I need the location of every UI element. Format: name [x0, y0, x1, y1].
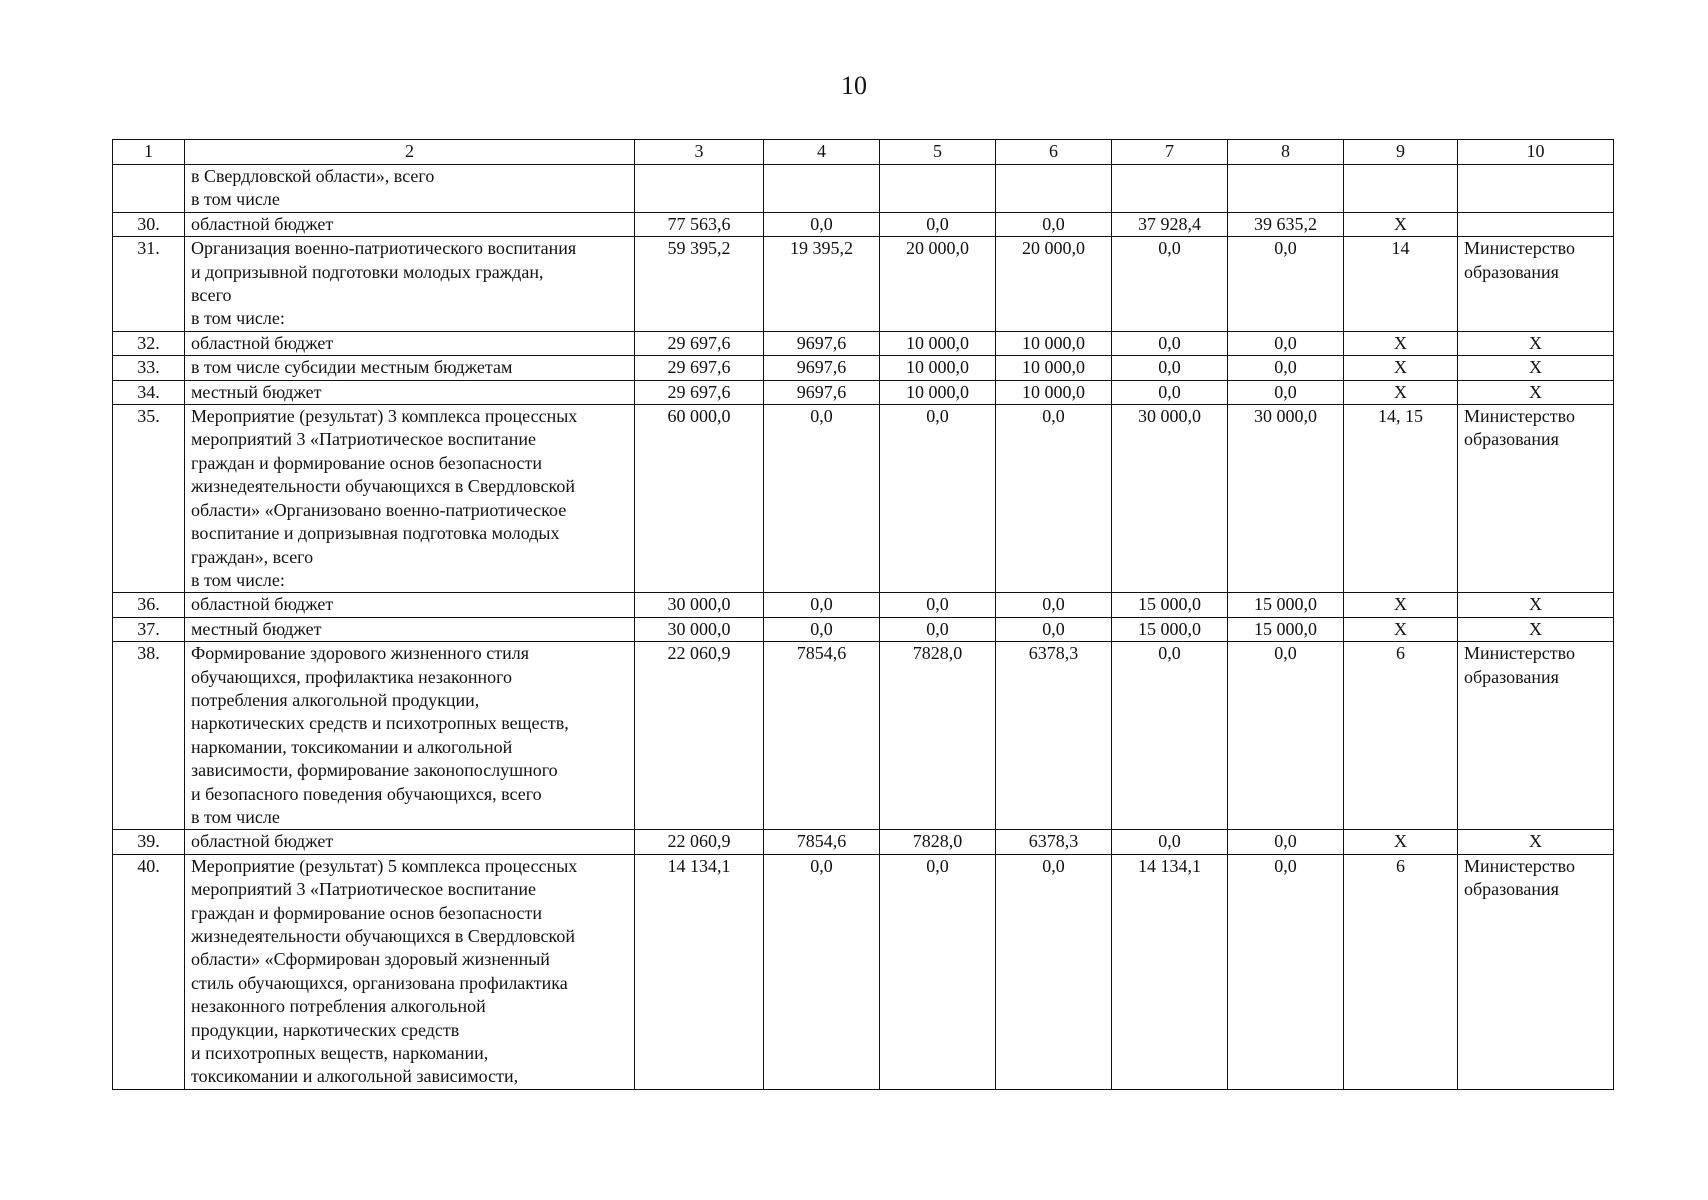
responsible-executor-cell [1458, 617, 1614, 641]
table-row [113, 212, 1614, 236]
value-cell: 37 928,4 [1112, 212, 1228, 236]
cell-line: наркомании, токсикомании и алкогольной [191, 736, 513, 757]
cell-line: Х [1529, 831, 1542, 852]
value-cell: 6378,3 [996, 642, 1112, 830]
column-header: 8 [1228, 140, 1344, 165]
column-header: 7 [1112, 140, 1228, 165]
value-cell: 77 563,6 [635, 212, 764, 236]
row-description [185, 165, 635, 213]
table-row [113, 165, 1614, 213]
value-cell: 0,0 [880, 405, 996, 593]
cell-line: образования [1464, 261, 1559, 282]
responsible-executor-cell [1458, 165, 1614, 213]
value-cell [635, 165, 764, 213]
row-number: 33. [113, 356, 185, 380]
cell-line: в том числе [191, 806, 280, 827]
cell-line: незаконного потребления алкогольной [191, 996, 486, 1017]
value-cell: 0,0 [1228, 331, 1344, 355]
value-cell: 0,0 [880, 854, 996, 1089]
row-number: 34. [113, 380, 185, 404]
table-row [113, 617, 1614, 641]
cell-line: Министерство [1464, 238, 1575, 259]
value-cell: 22 060,9 [635, 830, 764, 854]
value-cell: 30 000,0 [635, 617, 764, 641]
value-cell: 0,0 [996, 212, 1112, 236]
row-number: 37. [113, 617, 185, 641]
value-cell: 10 000,0 [996, 331, 1112, 355]
value-cell: 20 000,0 [880, 237, 996, 332]
value-cell: 0,0 [1228, 356, 1344, 380]
value-cell: 0,0 [1112, 830, 1228, 854]
row-number [113, 165, 185, 213]
cell-line: области» «Сформирован здоровый жизненный [191, 949, 550, 970]
value-cell: 10 000,0 [880, 356, 996, 380]
target-indicator-cell: Х [1344, 331, 1458, 355]
table-row [113, 405, 1614, 593]
table-body [113, 165, 1614, 1090]
cell-line: образования [1464, 429, 1559, 450]
cell-line: наркотических средств и психотропных веществ, [191, 713, 569, 734]
row-description [185, 356, 635, 380]
value-cell [996, 165, 1112, 213]
cell-line: граждан и формирование основ безопасности [191, 452, 543, 473]
value-cell [880, 165, 996, 213]
value-cell: 0,0 [1112, 237, 1228, 332]
cell-line: в том числе [191, 189, 280, 210]
value-cell: 30 000,0 [1228, 405, 1344, 593]
cell-line: местный бюджет [191, 618, 322, 639]
target-indicator-cell: Х [1344, 212, 1458, 236]
responsible-executor-cell [1458, 356, 1614, 380]
cell-line: мероприятий 3 «Патриотическое воспитание [191, 879, 536, 900]
column-header: 9 [1344, 140, 1458, 165]
value-cell: 29 697,6 [635, 356, 764, 380]
responsible-executor-cell [1458, 380, 1614, 404]
row-description [185, 617, 635, 641]
cell-line: и безопасного поведения обучающихся, всего [191, 783, 542, 804]
column-header: 6 [996, 140, 1112, 165]
row-number: 39. [113, 830, 185, 854]
value-cell: 14 134,1 [635, 854, 764, 1089]
value-cell: 15 000,0 [1228, 617, 1344, 641]
target-indicator-cell: 6 [1344, 854, 1458, 1089]
row-description [185, 331, 635, 355]
value-cell: 0,0 [1112, 380, 1228, 404]
cell-line: и допризывной подготовки молодых граждан, [191, 261, 544, 282]
table-row [113, 331, 1614, 355]
cell-line: Министерство [1464, 643, 1575, 664]
cell-line: области» «Организовано военно-патриотическое [191, 499, 567, 520]
value-cell: 60 000,0 [635, 405, 764, 593]
cell-line: Мероприятие (результат) 3 комплекса процессных [191, 406, 578, 427]
row-description [185, 593, 635, 617]
cell-line: Организация военно-патриотического воспитания [191, 238, 577, 259]
value-cell: 10 000,0 [996, 356, 1112, 380]
responsible-executor-cell [1458, 854, 1614, 1089]
cell-line: воспитание и допризывная подготовка молодых [191, 523, 560, 544]
table-row [113, 380, 1614, 404]
row-number: 38. [113, 642, 185, 830]
value-cell: 10 000,0 [880, 331, 996, 355]
value-cell [764, 165, 880, 213]
cell-line: жизнедеятельности обучающихся в Свердловской [191, 926, 575, 946]
value-cell: 14 134,1 [1112, 854, 1228, 1089]
column-header: 1 [113, 140, 185, 165]
value-cell: 0,0 [880, 617, 996, 641]
table-row [113, 830, 1614, 854]
page-number: 10 [841, 71, 867, 100]
target-indicator-cell: 14, 15 [1344, 405, 1458, 593]
cell-line: образования [1464, 666, 1559, 687]
value-cell: 0,0 [1228, 237, 1344, 332]
cell-line: в том числе субсидии местным бюджетам [191, 357, 513, 378]
value-cell: 10 000,0 [996, 380, 1112, 404]
value-cell: 0,0 [764, 593, 880, 617]
table-row [113, 854, 1614, 1089]
value-cell: 0,0 [1228, 380, 1344, 404]
cell-line: областной бюджет [191, 213, 334, 234]
cell-line: стиль обучающихся, организована профилактика [191, 972, 568, 993]
cell-line: Х [1529, 357, 1542, 378]
value-cell: 20 000,0 [996, 237, 1112, 332]
value-cell [1228, 165, 1344, 213]
value-cell: 6378,3 [996, 830, 1112, 854]
cell-line: мероприятий 3 «Патриотическое воспитание [191, 429, 536, 450]
value-cell: 7854,6 [764, 830, 880, 854]
target-indicator-cell: 6 [1344, 642, 1458, 830]
value-cell: 19 395,2 [764, 237, 880, 332]
column-header: 10 [1458, 140, 1614, 165]
target-indicator-cell: Х [1344, 830, 1458, 854]
cell-line: Мероприятие (результат) 5 комплекса процессных [191, 855, 578, 876]
cell-line: областной бюджет [191, 594, 334, 615]
responsible-executor-cell [1458, 830, 1614, 854]
row-description [185, 405, 635, 593]
cell-line: и психотропных веществ, наркомании, [191, 1043, 489, 1064]
value-cell: 9697,6 [764, 356, 880, 380]
cell-line: образования [1464, 879, 1559, 900]
table-row [113, 593, 1614, 617]
cell-line: областной бюджет [191, 332, 334, 353]
value-cell: 7828,0 [880, 830, 996, 854]
cell-line: обучающихся, профилактика незаконного [191, 666, 513, 687]
value-cell: 0,0 [880, 212, 996, 236]
cell-line: в Свердловской области», всего [191, 166, 435, 186]
value-cell: 59 395,2 [635, 237, 764, 332]
column-header: 3 [635, 140, 764, 165]
value-cell: 30 000,0 [1112, 405, 1228, 593]
target-indicator-cell [1344, 165, 1458, 213]
cell-line: Х [1529, 332, 1542, 353]
cell-line: в том числе: [191, 569, 285, 590]
value-cell: 0,0 [1228, 642, 1344, 830]
value-cell: 0,0 [1112, 331, 1228, 355]
value-cell: 10 000,0 [880, 380, 996, 404]
row-description [185, 237, 635, 332]
column-header: 4 [764, 140, 880, 165]
header-row [113, 140, 1614, 165]
value-cell: 0,0 [996, 405, 1112, 593]
value-cell: 9697,6 [764, 380, 880, 404]
row-description [185, 642, 635, 830]
value-cell [1112, 165, 1228, 213]
cell-line: Министерство [1464, 855, 1575, 876]
table-row [113, 642, 1614, 830]
row-number: 32. [113, 331, 185, 355]
target-indicator-cell: Х [1344, 617, 1458, 641]
cell-line: Х [1529, 618, 1542, 639]
cell-line: зависимости, формирование законопослушного [191, 760, 558, 781]
row-number: 40. [113, 854, 185, 1089]
responsible-executor-cell [1458, 593, 1614, 617]
value-cell: 0,0 [880, 593, 996, 617]
row-number: 35. [113, 405, 185, 593]
responsible-executor-cell [1458, 405, 1614, 593]
value-cell: 29 697,6 [635, 331, 764, 355]
value-cell: 0,0 [1112, 642, 1228, 830]
value-cell: 0,0 [996, 593, 1112, 617]
target-indicator-cell: Х [1344, 593, 1458, 617]
row-number: 36. [113, 593, 185, 617]
row-description [185, 380, 635, 404]
row-description [185, 854, 635, 1089]
value-cell: 9697,6 [764, 331, 880, 355]
column-header: 5 [880, 140, 996, 165]
cell-line: всего [191, 285, 232, 306]
value-cell: 0,0 [996, 617, 1112, 641]
value-cell: 30 000,0 [635, 593, 764, 617]
value-cell: 0,0 [1228, 854, 1344, 1089]
cell-line: в том числе: [191, 308, 285, 329]
row-number: 31. [113, 237, 185, 332]
value-cell: 39 635,2 [1228, 212, 1344, 236]
value-cell: 0,0 [1228, 830, 1344, 854]
cell-line: Министерство [1464, 406, 1575, 427]
value-cell: 7854,6 [764, 642, 880, 830]
target-indicator-cell: 14 [1344, 237, 1458, 332]
value-cell: 15 000,0 [1112, 617, 1228, 641]
target-indicator-cell: Х [1344, 356, 1458, 380]
responsible-executor-cell [1458, 237, 1614, 332]
responsible-executor-cell [1458, 642, 1614, 830]
value-cell: 0,0 [764, 212, 880, 236]
target-indicator-cell: Х [1344, 380, 1458, 404]
cell-line: граждан и формирование основ безопасности [191, 902, 543, 923]
value-cell: 29 697,6 [635, 380, 764, 404]
cell-line: областной бюджет [191, 831, 334, 852]
cell-line: продукции, наркотических средств [191, 1019, 460, 1040]
cell-line: Х [1529, 594, 1542, 615]
value-cell: 0,0 [1112, 356, 1228, 380]
value-cell: 15 000,0 [1228, 593, 1344, 617]
column-header: 2 [185, 140, 635, 165]
row-description [185, 212, 635, 236]
value-cell: 0,0 [996, 854, 1112, 1089]
value-cell: 22 060,9 [635, 642, 764, 830]
value-cell: 7828,0 [880, 642, 996, 830]
responsible-executor-cell [1458, 331, 1614, 355]
cell-line: Формирование здорового жизненного стиля [191, 643, 529, 664]
cell-line: Х [1529, 381, 1542, 402]
value-cell: 0,0 [764, 854, 880, 1089]
table-row [113, 356, 1614, 380]
row-description [185, 830, 635, 854]
responsible-executor-cell [1458, 212, 1614, 236]
cell-line: жизнедеятельности обучающихся в Свердловской [191, 476, 575, 497]
cell-line: потребления алкогольной продукции, [191, 689, 480, 710]
value-cell: 0,0 [764, 617, 880, 641]
value-cell: 15 000,0 [1112, 593, 1228, 617]
cell-line: местный бюджет [191, 381, 322, 402]
cell-line: граждан», всего [191, 546, 314, 567]
budget-table [112, 139, 1614, 1090]
row-number: 30. [113, 212, 185, 236]
value-cell: 0,0 [764, 405, 880, 593]
table-row [113, 237, 1614, 332]
cell-line: токсикомании и алкогольной зависимости, [191, 1066, 519, 1087]
